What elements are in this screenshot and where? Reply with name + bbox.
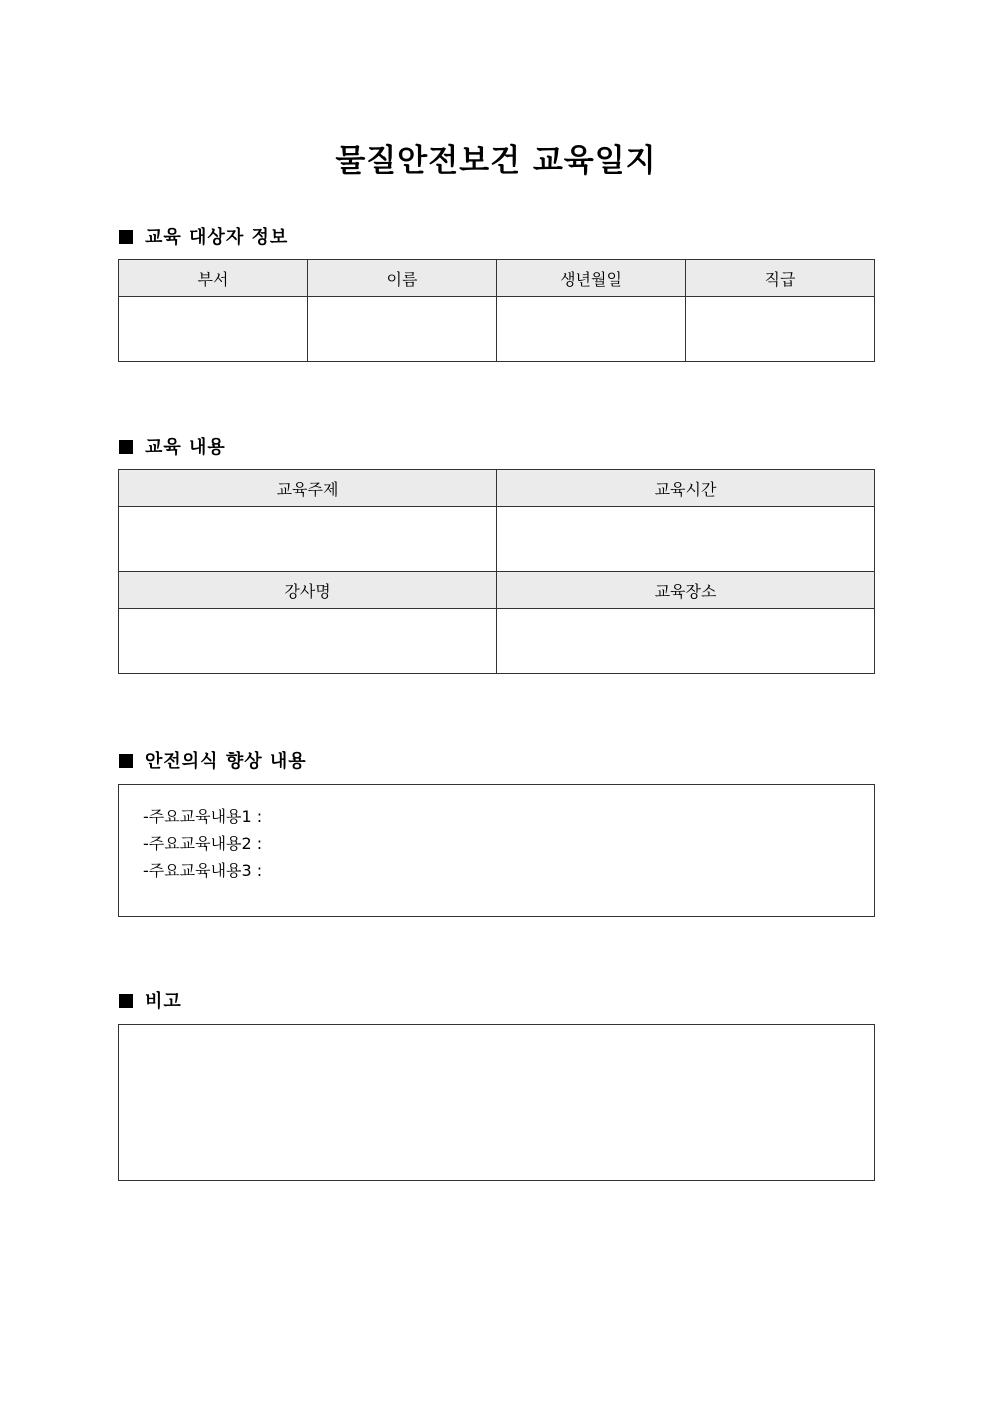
section-heading-trainee [119, 223, 288, 249]
content-header-row-2 [119, 572, 875, 609]
section-heading-awareness [119, 747, 307, 773]
department-field[interactable] [119, 297, 308, 362]
section-heading-remarks [119, 987, 182, 1013]
position-field[interactable] [686, 297, 875, 362]
birthdate-field[interactable] [497, 297, 686, 362]
section-heading-content [119, 433, 226, 459]
section-heading-trainee-text: 교육 대상자 정보 [145, 227, 289, 248]
content-input-row-1 [119, 507, 875, 572]
header-position: 직급 [686, 260, 875, 297]
duration-field[interactable] [497, 507, 875, 572]
awareness-line-2: -주요교육내용2 : [143, 834, 263, 853]
awareness-line-1: -주요교육내용1 : [143, 807, 263, 826]
content-header-row-1 [119, 470, 875, 507]
trainee-input-row [119, 297, 875, 362]
education-content-table [118, 469, 875, 674]
awareness-line-3: -주요교육내용3 : [143, 861, 263, 880]
section-heading-awareness-text: 안전의식 향상 내용 [145, 751, 307, 772]
header-location: 교육장소 [497, 572, 875, 609]
header-topic: 교육주제 [119, 470, 497, 507]
square-bullet-icon [119, 994, 133, 1008]
header-duration: 교육시간 [497, 470, 875, 507]
header-name: 이름 [308, 260, 497, 297]
square-bullet-icon [119, 754, 133, 768]
trainee-info-table [118, 259, 875, 362]
awareness-lines [119, 785, 874, 884]
content-input-row-2 [119, 609, 875, 674]
instructor-field[interactable] [119, 609, 497, 674]
trainee-header-row [119, 260, 875, 297]
awareness-content-box[interactable] [118, 784, 875, 917]
section-heading-content-text: 교육 내용 [145, 437, 226, 458]
square-bullet-icon [119, 440, 133, 454]
section-heading-remarks-text: 비고 [145, 991, 182, 1012]
header-instructor: 강사명 [119, 572, 497, 609]
header-department: 부서 [119, 260, 308, 297]
remarks-box[interactable] [118, 1024, 875, 1181]
header-birthdate: 생년월일 [497, 260, 686, 297]
page-title: 물질안전보건 교육일지 [335, 143, 657, 179]
square-bullet-icon [119, 230, 133, 244]
name-field[interactable] [308, 297, 497, 362]
topic-field[interactable] [119, 507, 497, 572]
location-field[interactable] [497, 609, 875, 674]
